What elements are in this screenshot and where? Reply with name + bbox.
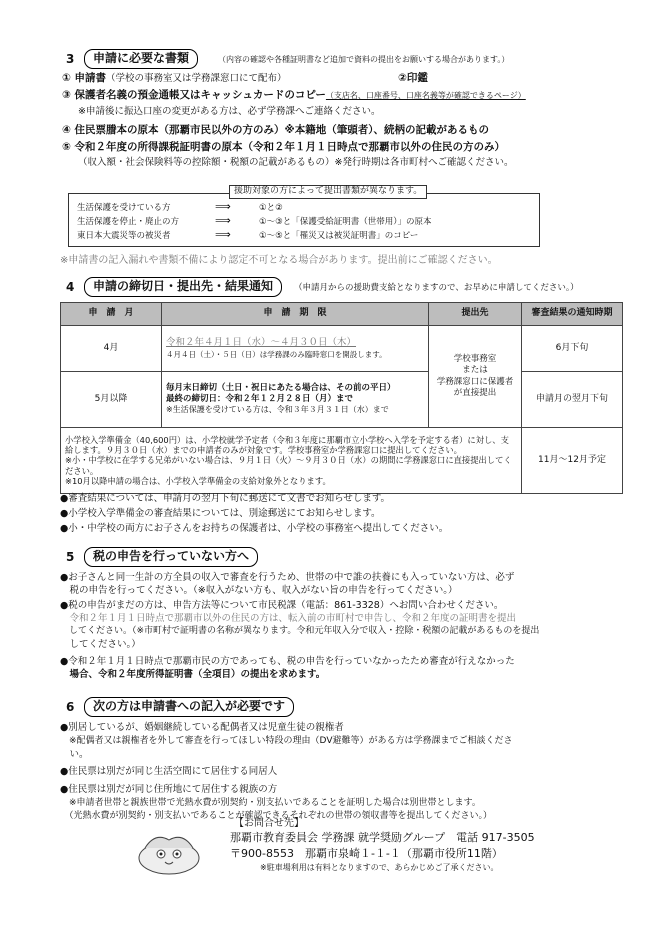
doc-item-4: ④ 住民票謄本の原本（那覇市民以外の方のみ）※本籍地（筆頭者）、続柄の記載があるもの (62, 124, 490, 136)
tax-para-2b: 令和２年１月１日時点で那覇市以外の住民の方は、転入前の市町村で申告し、令和２年度の証明書を提出 (60, 613, 517, 624)
support-category-box (68, 186, 540, 247)
doc-item-5-note: （収入額・社会保険料等の控除額・税額の記載があるもの）※発行時期は各市町村へご確認ください。 (78, 157, 514, 168)
table-row (61, 428, 623, 494)
section-3-number: 3 (66, 52, 75, 66)
table-row (61, 372, 623, 428)
contact-box (222, 817, 612, 873)
result-notice-bullet: ●審査結果については、申請月の翌月下旬に郵送にて文書でお知らせします。 (60, 493, 391, 504)
doc-item-1-label: ① 申請書 (62, 72, 107, 84)
category-docs-stopped: ①～③と「保護受給証明書（世帯用）」の原本 (259, 217, 432, 227)
schedule-table (60, 302, 623, 494)
contact-heading: 【お問合せ先】 (234, 818, 304, 829)
section-3-title: 申請に必要な書類 (84, 49, 198, 69)
section-3-note: （内容の確認や各種証明書など追加で資料の提出をお願いする場合があります。） (218, 55, 510, 64)
row-april-result: 6月下旬 (522, 326, 623, 372)
category-label-disaster: 東日本大震災等の被災者 (77, 231, 171, 241)
doc-item-3-warning: ※申請後に振込口座の変更がある方は、必ず学務課へご連絡ください。 (78, 106, 381, 117)
doc-item-3 (62, 89, 526, 103)
row-may-deadline (162, 372, 429, 428)
entry-para-3: ●住民票は別だが同じ住所地にて居住する親族の方 (60, 784, 278, 795)
section-4-note: （申請月からの援助費支給となりますので、お早めに申請してください。） (294, 283, 579, 293)
tax-para-3a: ●令和２年１月１日時点で那覇市民の方であっても、税の申告を行っていなかったため審査が行えなかった (60, 656, 515, 667)
parking-note: ※駐車場利用は有料となりますので、あらかじめご了承ください。 (260, 863, 499, 872)
contact-org: 那覇市教育委員会 学務課 就学奨励グループ 電話 917-3505 (230, 831, 535, 844)
arrow-icon: ⟹ (215, 200, 231, 213)
siblings-bullet: ●小・中学校の両方にお子さんをお持ちの保護者は、小学校の事務室へ提出してください。 (60, 523, 449, 534)
doc-item-1-note: （学校の事務室又は学務課窓口にて配布） (106, 73, 287, 84)
destination-cell: 学校事務室 または 学務課窓口に保護者が直接提出 (429, 326, 522, 428)
row-april-month: 4月 (61, 326, 162, 372)
category-label-welfare: 生活保護を受けている方 (77, 203, 171, 213)
tax-para-1a: ●お子さんと同一生計の方全員の収入で審査を行うため、世帯の中で誰の扶養にも入っていない方は、必ず (60, 572, 515, 583)
doc-item-5: ⑤ 令和２年度の所得課税証明書の原本（令和２年１月１日時点で那覇市以外の住民の方のみ） (62, 141, 506, 153)
section-6-title: 次の方は申請書への記入が必要です (84, 697, 294, 717)
mascot-illustration (125, 826, 209, 876)
header-month: 申 請 月 (61, 303, 162, 326)
incomplete-warning: ※申請書の記入漏れや書類不備により認定不可となる場合があります。提出前にご確認ください。 (60, 255, 498, 266)
doc-item-3-label: ③ 保護者名義の預金通帳又はキャッシュカードのコピー (62, 89, 326, 101)
section-6-number: 6 (66, 700, 75, 714)
final-deadline: 最終の締切日：令和２年１２月２８日（月）まで (166, 394, 354, 405)
april-period: 令和２年４月１日（水）～４月３０日（木） (166, 337, 357, 349)
row-may-month: 5月以降 (61, 372, 162, 428)
table-header-row (61, 303, 623, 326)
table-row (61, 326, 623, 372)
row-may-result: 申請月の翌月下旬 (522, 372, 623, 428)
header-deadline: 申 請 期 限 (162, 303, 429, 326)
header-destination: 提出先 (429, 303, 522, 326)
entry-para-2: ●住民票は別だが同じ生活空間にて居住する同居人 (60, 766, 278, 777)
welfare-deadline-note: ※生活保護を受けている方は、令和３年３月３１日（水）まで (166, 405, 389, 415)
category-label-stopped: 生活保護を停止・廃止の方 (77, 217, 180, 227)
doc-item-1 (62, 72, 287, 86)
entrance-fund-result: 11月～12月予定 (522, 428, 623, 494)
category-docs-welfare: ①と② (259, 203, 283, 213)
section-4-number: 4 (66, 280, 75, 294)
tax-para-2a: ●税の申告がまだの方は、申告方法等について市民税課（電話：861-3328）へお問い合わせください。 (60, 600, 504, 611)
arrow-icon: ⟹ (215, 214, 231, 227)
doc-item-3-note: （支店名、口座番号、口座名義等が確認できるページ） (325, 91, 526, 100)
tax-para-2c: してください。（※市町村で証明書の名称が異なります。令和元年収入分で収入・控除・税額の記載があるものを提出 (60, 626, 540, 636)
contact-address: 〒900-8553 那覇市泉崎１-１-１（那覇市役所11階） (230, 847, 503, 860)
arrow-icon: ⟹ (215, 228, 231, 241)
row-april-deadline (162, 326, 429, 372)
tax-para-2d: してください。） (60, 639, 141, 650)
entry-para-3b: ※申請者世帯と親族世帯で光熱水費が別契約・別支払いであることを証明した場合は別世帯とします。 (60, 798, 481, 808)
support-category-title: 援助対象の方によって提出書類が異なります。 (229, 185, 427, 199)
tax-para-3b: 場合、令和２年度所得証明書（全項目）の提出を求めます。 (60, 669, 326, 680)
entry-para-3c: （光熱水費が別契約・別支払いであることが確認できるそれぞれの世帯の領収書等を提出してください。） (60, 811, 493, 821)
entry-para-1c: い。 (60, 749, 89, 760)
monthly-deadline-rule: 毎月末日締切（土日・祝日にあたる場合は、その前の平日） (166, 383, 396, 394)
section-5-number: 5 (66, 550, 75, 564)
category-docs-disaster: ①～⑤と「罹災又は被災証明書」のコピー (259, 231, 419, 241)
doc-item-2: ②印鑑 (398, 72, 428, 84)
entrance-fund-cell: 小学校入学準備金（40,600円）は、小学校就学予定者（令和３年度に那覇市立小学校へ入学を予定する者）に対し、支給します。９月３０日（水）までの申請者のみが対象です。学校事務室か学務課窓口に提出してください。 ※小・中学校に在学する兄弟がいない場合は、９月１日（火）～９月３０日（水）の期間に学務課窓口に直接提出してください。 ※10月以降申請の場合は、小学校入学準備金の支給対象外となります。 (61, 428, 522, 494)
entry-para-1: ●別居しているが、婚姻継続している配偶者又は児童生徒の親権者 (60, 722, 344, 733)
section-4-title: 申請の締切日・提出先・結果通知 (84, 277, 282, 297)
tax-para-1b: 税の申告を行ってください。（※収入がない方も、収入がない旨の申告を行ってください。） (60, 585, 458, 596)
header-notice-period: 審査結果の通知時期 (522, 303, 623, 326)
april-special-window: ４月４日（土）・５日（日）は学務課のみ臨時窓口を開設します。 (166, 349, 387, 359)
entry-para-1b: ※配偶者又は親権者を外して審査を行ってほしい特段の理由（DV避難等）がある方は学務課までご相談くださ (60, 736, 513, 746)
section-5-title: 税の申告を行っていない方へ (84, 547, 258, 567)
entrance-fund-bullet: ●小学校入学準備金の審査結果については、別途郵送にてお知らせします。 (60, 508, 381, 519)
